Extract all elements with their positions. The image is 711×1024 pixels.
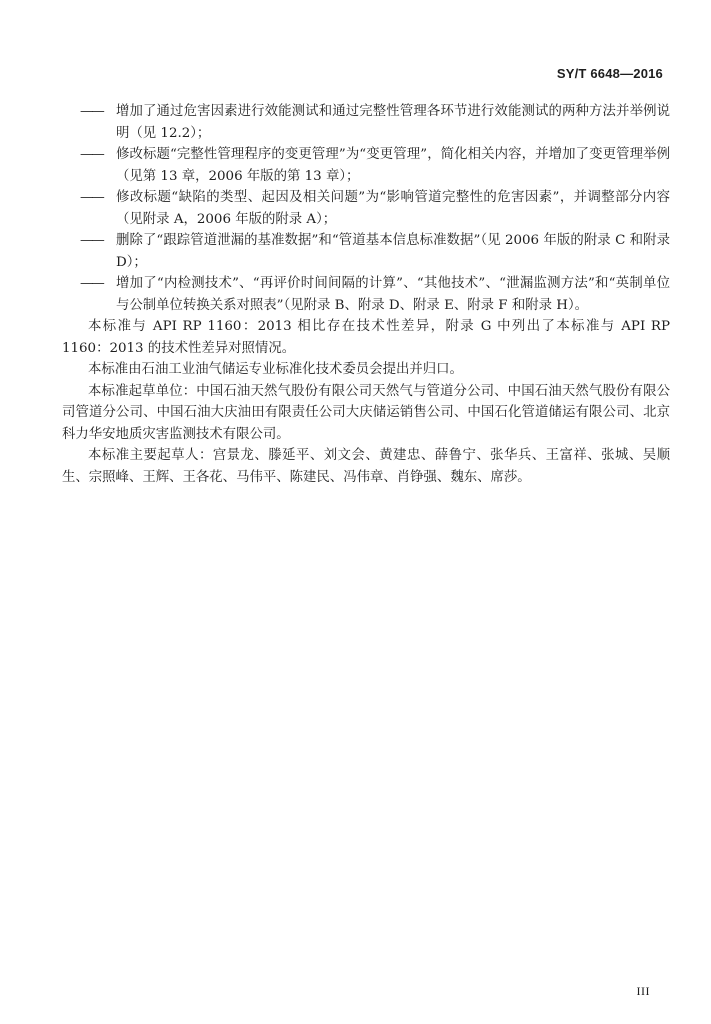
- proposing-committee-paragraph: 本标准由石油工业油气储运专业标准化技术委员会提出并归口。: [88, 362, 463, 377]
- drafting-units-paragraph: 本标准起草单位：中国石油天然气股份有限公司天然气与管道分公司、中国石油天然气股份有限公司管道分公司、中国石油大庆油田有限责任公司大庆储运销售公司、中国石化管道储运有限公司、北京科力华安地质灾害监测技术有限公司。: [62, 383, 670, 442]
- change-item: [62, 144, 670, 187]
- change-item: [62, 187, 670, 230]
- change-item-text: 修改标题“缺陷的类型、起因及相关问题”为“影响管道完整性的危害因素”，并调整部分内容（见附录 A，2006 年版的附录 A）；: [116, 190, 670, 227]
- standard-code: SY/T 6648—2016: [556, 66, 663, 81]
- change-item: [62, 101, 670, 144]
- technical-differences-paragraph: 本标准与 API RP 1160：2013 相比存在技术性差异，附录 G 中列出了本标准与 API RP 1160：2013 的技术性差异对照情况。: [62, 319, 670, 356]
- list-dash: ——: [80, 190, 103, 205]
- change-item-text: 增加了通过危害因素进行效能测试和通过完整性管理各环节进行效能测试的两种方法并举例说明（见 12.2）；: [116, 104, 670, 141]
- change-item: [62, 230, 670, 273]
- list-dash: ——: [80, 233, 103, 248]
- change-item: [62, 273, 670, 316]
- main-drafters-paragraph: 本标准主要起草人：宫景龙、滕延平、刘文会、黄建忠、薛鲁宁、张华兵、王富祥、张城、吴顺生、宗照峰、王辉、王各花、马伟平、陈建民、冯伟章、肖铮强、魏东、席莎。: [62, 448, 670, 485]
- change-item-text: 增加了“内检测技术”、“再评价时间间隔的计算”、“其他技术”、“泄漏监测方法”和“英制单位与公制单位转换关系对照表”（见附录 B、附录 D、附录 E、附录 F 和附录 H）。: [116, 276, 670, 313]
- document-body: [62, 101, 670, 488]
- change-item-text: 删除了“跟踪管道泄漏的基准数据”和“管道基本信息标准数据”（见 2006 年版的附录 C 和附录 D）；: [116, 233, 670, 270]
- list-dash: ——: [80, 104, 103, 119]
- list-dash: ——: [80, 276, 103, 291]
- change-item-text: 修改标题“完整性管理程序的变更管理”为“变更管理”，简化相关内容，并增加了变更管理举例（见第 13 章，2006 年版的第 13 章）；: [116, 147, 670, 184]
- list-dash: ——: [80, 147, 103, 162]
- page-number: III: [636, 984, 650, 998]
